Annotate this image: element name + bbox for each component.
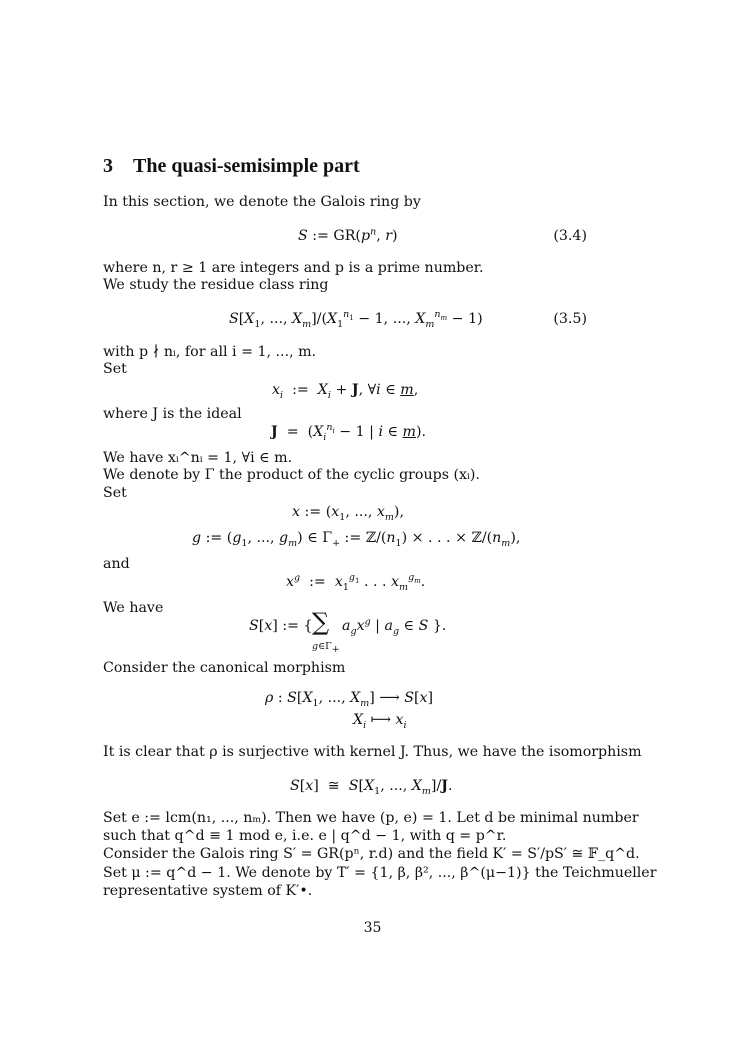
equation-isomorphism: S[x] ≅ $S[X_1$, ..., $X_m]/J$. (290, 778, 453, 797)
paragraph-set-2: Set (103, 485, 127, 501)
equation-sx-def: S[x] := { (249, 618, 313, 634)
paragraph-representative: representative system of K′•. (103, 883, 313, 899)
paragraph-we-have-2: We have (103, 600, 164, 616)
section-heading (103, 155, 360, 178)
equation-sx-body: $a_gx^g$ | $a_g$ ∈ S }. (342, 616, 447, 637)
paragraph-set-1: Set (103, 361, 127, 377)
equation-label-3-5: (3.5) (553, 311, 587, 327)
summation-limit: $g\in\Gamma_+$ (312, 641, 340, 655)
summation-symbol: ∑ (312, 608, 330, 636)
equation-rho-map: ρ : $S[X_1$, ..., $X_m$] ⟶ S[x] (265, 690, 434, 709)
paragraph-intro: In this section, we denote the Galois ring by (103, 194, 421, 210)
equation-residue-ring: $S[X_1$, ..., $X_m]/(X_1^{n_1} - 1$, ..., $X_m^{n_m} - 1$) (229, 309, 483, 330)
equation-rho-mapsto: $X_i$ ⟼ $x_i$ (353, 712, 407, 731)
paragraph-ideal: where J is the ideal (103, 406, 242, 422)
section-number: 3 (103, 155, 113, 177)
section-title: The quasi-semisimple part (133, 155, 360, 177)
equation-g-def: g := ($g_1$, ..., $g_m$) ∈ $\Gamma_+$ := $ℤ/(n_1)$ × . . . × $ℤ/(n_m)$, (192, 530, 521, 549)
equation-ideal-def: $J = (X_i^{n_i} - 1$ | i ∈ m). (271, 422, 427, 443)
paragraph-lcm: Set e := lcm(n₁, ..., nₘ). Then we have (p, e) = 1. Let d be minimal number (103, 810, 639, 826)
equation-xg-def: $x^g$ := $x_1^{g_1}$ . . . $x_m^{g_m}$. (286, 572, 426, 593)
paragraph-minimal-d: such that q^d ≡ 1 mod e, i.e. e | q^d − 1, with q = p^r. (103, 828, 507, 844)
paragraph-morphism: Consider the canonical morphism (103, 660, 346, 676)
paragraph-teichmueller: Set μ := q^d − 1. We denote by T′ = {1, β, β², ..., β^(μ−1)} the Teichmueller (103, 865, 657, 881)
equation-galois-ring: S := $GR(p^n$, r) (298, 226, 398, 244)
paragraph-condition: with p ∤ nᵢ, for all i = 1, ..., m. (103, 344, 317, 360)
paragraph-and: and (103, 556, 130, 572)
paragraph-integers: where n, r ≥ 1 are integers and p is a prime number. (103, 260, 484, 276)
equation-label-3-4: (3.4) (553, 228, 587, 244)
page-number: 35 (363, 920, 382, 936)
paragraph-surjective: It is clear that ρ is surjective with kernel J. Thus, we have the isomorphism (103, 744, 642, 760)
equation-x-tuple: x := ($x_1$, ..., $x_m$), (292, 504, 404, 523)
equation-xi-def: $x_i$ := $X_i + J$, ∀i ∈ m, (272, 382, 419, 401)
paragraph-we-have-1: We have xᵢ^nᵢ = 1, ∀i ∈ m. (103, 450, 293, 466)
paragraph-residue: We study the residue class ring (103, 277, 329, 293)
paragraph-galois-field: Consider the Galois ring S′ = GR(pⁿ, r.d) and the field K′ = S′/pS′ ≅ 𝔽_q^d. (103, 846, 640, 862)
paragraph-gamma: We denote by Γ the product of the cyclic groups (xᵢ). (103, 467, 480, 483)
